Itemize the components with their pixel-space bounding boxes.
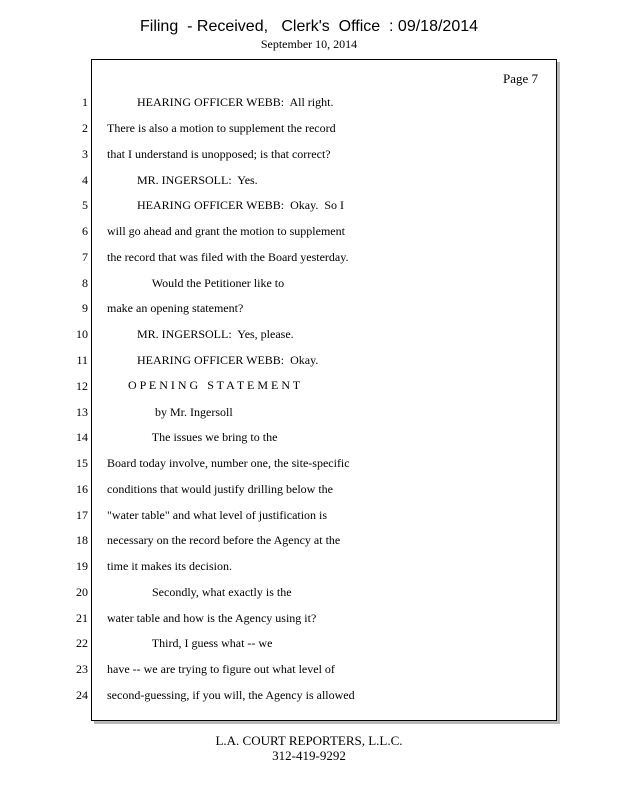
line-number: 13 <box>76 405 88 419</box>
line-number: 15 <box>76 456 88 470</box>
line-text: the record that was filed with the Board yesterday. <box>107 250 349 264</box>
line-text: Secondly, what exactly is the <box>107 585 292 599</box>
line-number: 23 <box>76 662 88 676</box>
line-text: that I understand is unopposed; is that correct? <box>107 147 331 161</box>
line-text: have -- we are trying to figure out what level of <box>107 662 335 676</box>
reporter-company: L.A. COURT REPORTERS, L.L.C. <box>215 733 403 748</box>
page-number: Page 7 <box>502 71 538 86</box>
reporter-footer <box>0 733 618 763</box>
line-number: 4 <box>82 173 88 187</box>
line-text: MR. INGERSOLL: Yes. <box>107 173 258 187</box>
line-text: HEARING OFFICER WEBB: All right. <box>107 95 334 109</box>
line-number: 21 <box>76 611 88 625</box>
line-number: 24 <box>76 688 88 702</box>
line-text: conditions that would justify drilling below the <box>107 482 333 496</box>
line-number: 14 <box>76 430 88 444</box>
line-text: MR. INGERSOLL: Yes, please. <box>107 327 294 341</box>
line-number: 22 <box>76 636 88 650</box>
line-text: necessary on the record before the Agency at the <box>107 533 341 547</box>
line-number: 19 <box>76 559 88 573</box>
line-text: water table and how is the Agency using it? <box>107 611 317 625</box>
line-number: 3 <box>82 147 88 161</box>
line-text: Would the Petitioner like to <box>107 276 285 290</box>
line-number: 7 <box>82 250 88 264</box>
line-text: There is also a motion to supplement the record <box>107 121 336 135</box>
line-text: The issues we bring to the <box>107 430 278 444</box>
line-number: 8 <box>82 276 88 290</box>
line-number: 6 <box>82 224 88 238</box>
line-text: Third, I guess what -- we <box>107 636 273 650</box>
section-heading: O P E N I N G S T A T E M E N T <box>107 378 301 392</box>
line-text: by Mr. Ingersoll <box>107 405 233 419</box>
line-number: 2 <box>82 121 88 135</box>
hearing-date: September 10, 2014 <box>260 37 358 51</box>
reporter-phone: 312-419-9292 <box>272 748 346 763</box>
line-text: second-guessing, if you will, the Agency is allowed <box>107 688 355 702</box>
line-number: 5 <box>82 198 88 212</box>
line-number: 12 <box>76 379 88 393</box>
filing-stamp: Filing - Received, Clerk's Office : 09/18/2014 <box>139 18 479 35</box>
line-text: HEARING OFFICER WEBB: Okay. So I <box>107 198 345 212</box>
line-number: 11 <box>76 353 88 367</box>
line-text: make an opening statement? <box>107 301 244 315</box>
line-text: Board today involve, number one, the site-specific <box>107 456 350 470</box>
line-text: HEARING OFFICER WEBB: Okay. <box>107 353 319 367</box>
line-number: 10 <box>76 327 88 341</box>
line-text: "water table" and what level of justification is <box>107 508 328 522</box>
line-number: 9 <box>82 301 88 315</box>
line-number: 20 <box>76 585 88 599</box>
line-number: 17 <box>76 508 88 522</box>
line-number: 1 <box>82 95 88 109</box>
line-text: time it makes its decision. <box>107 559 232 573</box>
line-text: will go ahead and grant the motion to supplement <box>107 224 345 238</box>
line-number: 16 <box>76 482 88 496</box>
line-number: 18 <box>76 533 88 547</box>
